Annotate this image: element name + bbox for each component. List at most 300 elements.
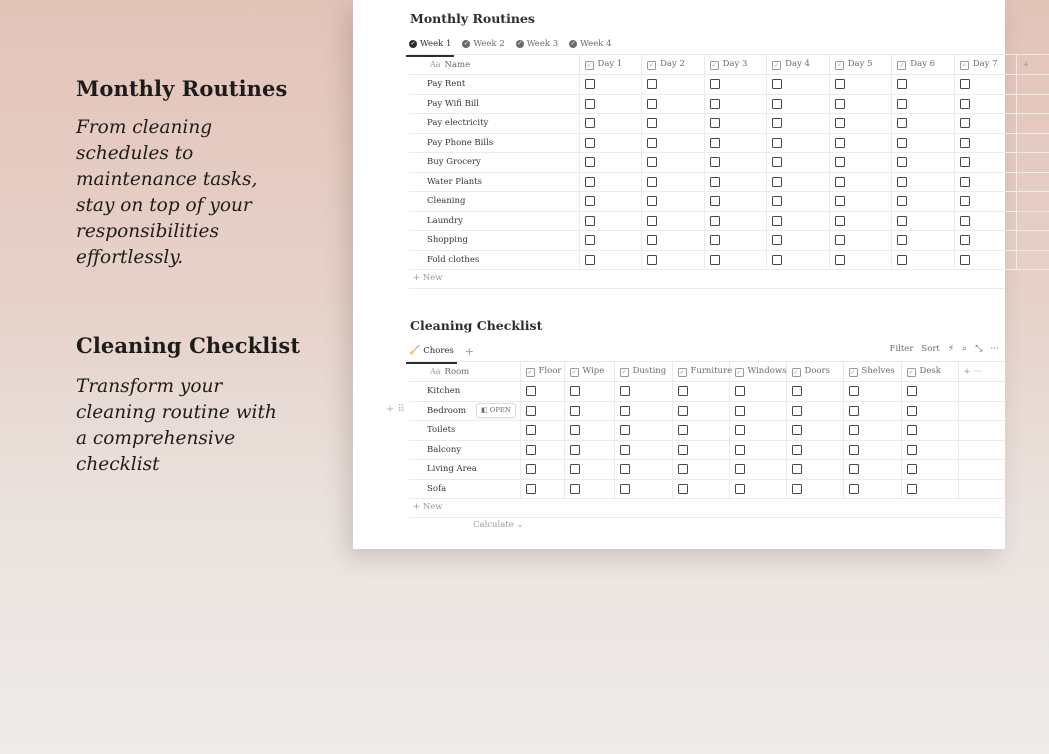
checkbox-cell: [901, 421, 958, 441]
plus-icon: +: [413, 502, 421, 512]
promo-body: From cleaning schedules to maintenance tasks, stay on top of your responsibilities effortlessly.: [76, 117, 258, 268]
checkbox-cell: [829, 75, 892, 95]
checkbox[interactable]: [772, 177, 782, 187]
checkbox[interactable]: [792, 425, 802, 435]
checkbox[interactable]: [647, 177, 657, 187]
checkbox[interactable]: [585, 99, 595, 109]
checkbox[interactable]: [849, 445, 859, 455]
checkbox-cell: [564, 479, 614, 499]
column-header-day-2[interactable]: [642, 55, 705, 75]
cleaning-new-row-button[interactable]: [413, 502, 443, 512]
checkbox-cell: [579, 211, 642, 231]
checkbox[interactable]: [907, 406, 917, 416]
checkbox-cell: [579, 231, 642, 251]
search-icon[interactable]: ⌕: [962, 344, 968, 354]
tab-week-1[interactable]: [409, 35, 451, 53]
checkbox-cell: [642, 250, 705, 270]
checkbox[interactable]: [570, 406, 580, 416]
empty-cell: [1017, 211, 1049, 231]
checkbox-cell: [729, 479, 786, 499]
promo-cleaning-checklist: [76, 333, 300, 478]
checkbox[interactable]: [585, 216, 595, 226]
tab-label: Week 3: [526, 39, 559, 49]
row-name-cell[interactable]: Shopping: [409, 231, 579, 251]
checkbox[interactable]: [960, 99, 970, 109]
routines-new-row-button[interactable]: [413, 273, 443, 283]
checkbox-cell: [672, 401, 729, 421]
checkbox-cell: [843, 382, 901, 402]
table-row: [409, 440, 1005, 460]
calculate-label: Calculate: [473, 520, 514, 530]
checkbox[interactable]: [907, 464, 917, 474]
checkbox-cell: [520, 401, 564, 421]
checkbox[interactable]: [585, 235, 595, 245]
checkbox[interactable]: [960, 157, 970, 167]
checkbox[interactable]: [897, 196, 907, 206]
tab-week-3[interactable]: [516, 35, 558, 53]
checkbox[interactable]: [647, 138, 657, 148]
checkbox-icon: ✓: [679, 369, 685, 376]
check-circle-icon: ✓: [410, 40, 416, 47]
table-row: [409, 192, 1049, 212]
row-name-cell[interactable]: Cleaning: [409, 192, 579, 212]
cleaning-title: Cleaning Checklist: [410, 318, 543, 333]
checkbox[interactable]: [526, 484, 536, 494]
checkbox[interactable]: [647, 216, 657, 226]
checkbox-cell: [843, 460, 901, 480]
column-header-day-6[interactable]: [892, 55, 955, 75]
notion-page-panel: [353, 0, 1030, 549]
checkbox[interactable]: [897, 216, 907, 226]
checkbox[interactable]: [570, 386, 580, 396]
checkbox[interactable]: [897, 79, 907, 89]
checkbox-cell: [892, 192, 955, 212]
checkbox[interactable]: [647, 118, 657, 128]
checkbox[interactable]: [960, 177, 970, 187]
empty-cell: [1017, 172, 1049, 192]
checkbox[interactable]: [960, 235, 970, 245]
checkbox-cell: [579, 192, 642, 212]
checkbox[interactable]: [849, 425, 859, 435]
column-header-label: Day 3: [722, 59, 748, 69]
checkbox-cell: [564, 460, 614, 480]
more-icon[interactable]: ···: [990, 344, 999, 354]
checkbox-cell: [829, 153, 892, 173]
checkbox-cell: [843, 479, 901, 499]
checkbox-cell: [614, 460, 672, 480]
empty-cell: [1017, 75, 1049, 95]
checkbox-cell: [954, 250, 1017, 270]
promo-title: Monthly Routines: [76, 76, 288, 101]
table-row: [409, 114, 1049, 134]
checkbox[interactable]: [678, 445, 688, 455]
checkbox[interactable]: [907, 445, 917, 455]
checkbox[interactable]: [835, 157, 845, 167]
row-name-cell[interactable]: Buy Grocery: [409, 153, 579, 173]
checkbox-cell: [614, 401, 672, 421]
checkbox-cell: [704, 133, 767, 153]
checkbox-cell: [672, 421, 729, 441]
checkbox[interactable]: [835, 255, 845, 265]
row-name-cell[interactable]: Water Plants: [409, 172, 579, 192]
checkbox[interactable]: [772, 118, 782, 128]
checkbox-icon: ✓: [586, 62, 592, 69]
add-view-button[interactable]: [465, 342, 474, 360]
checkbox-cell: [564, 382, 614, 402]
checkbox-cell: [642, 231, 705, 251]
checkbox[interactable]: [735, 386, 745, 396]
empty-cell: [1017, 231, 1049, 251]
checkbox[interactable]: [835, 216, 845, 226]
checkbox[interactable]: [792, 445, 802, 455]
checkbox[interactable]: [585, 196, 595, 206]
add-property-button[interactable]: [1017, 55, 1049, 75]
checkbox[interactable]: [897, 99, 907, 109]
lightning-icon[interactable]: ⚡: [947, 344, 955, 354]
checkbox[interactable]: [620, 445, 630, 455]
checkbox[interactable]: [570, 445, 580, 455]
checkbox-cell: [520, 460, 564, 480]
checkbox[interactable]: [897, 235, 907, 245]
checkbox[interactable]: [835, 99, 845, 109]
row-name-cell[interactable]: Pay electricity: [409, 114, 579, 134]
open-row-button[interactable]: [476, 403, 516, 418]
checkbox[interactable]: [897, 138, 907, 148]
checkbox[interactable]: [710, 196, 720, 206]
checkbox[interactable]: [678, 484, 688, 494]
checkbox[interactable]: [678, 386, 688, 396]
column-header-day-1[interactable]: [579, 55, 642, 75]
checkbox-cell: [672, 440, 729, 460]
checkbox[interactable]: [772, 138, 782, 148]
checkbox-cell: [642, 172, 705, 192]
checkbox[interactable]: [710, 138, 720, 148]
checkbox[interactable]: [960, 216, 970, 226]
checkbox[interactable]: [897, 118, 907, 128]
checkbox-icon: ✓: [774, 62, 780, 69]
checkbox-icon: ✓: [736, 369, 742, 376]
checkbox-cell: [767, 172, 830, 192]
checkbox[interactable]: [772, 99, 782, 109]
tab-week-2[interactable]: [462, 35, 504, 53]
checkbox-cell: [520, 479, 564, 499]
broom-icon: 🧹: [409, 346, 421, 356]
tab-chores[interactable]: [409, 342, 454, 360]
checkbox[interactable]: [792, 464, 802, 474]
empty-cell: [1017, 250, 1049, 270]
checkbox[interactable]: [735, 464, 745, 474]
checkbox[interactable]: [835, 177, 845, 187]
column-header-label: Day 2: [660, 59, 685, 69]
tab-week-4[interactable]: [569, 35, 611, 53]
promo-body: Transform your cleaning routine with a comprehensive checklist: [76, 376, 277, 475]
column-header-windows[interactable]: [729, 362, 786, 382]
drag-handle-icon[interactable]: ⠿: [397, 404, 408, 415]
row-name-cell[interactable]: Bedroom: [409, 401, 520, 421]
column-header-label: Floor: [538, 366, 562, 376]
open-panel-icon: ◧: [481, 406, 488, 414]
checkbox[interactable]: [647, 99, 657, 109]
checkbox[interactable]: [620, 425, 630, 435]
checkbox[interactable]: [960, 79, 970, 89]
checkbox-cell: [892, 94, 955, 114]
checkbox-cell: [729, 460, 786, 480]
checkbox[interactable]: [620, 386, 630, 396]
checkbox-cell: [786, 479, 843, 499]
row-name-cell[interactable]: Laundry: [409, 211, 579, 231]
row-name-cell[interactable]: Pay Phone Bills: [409, 133, 579, 153]
checkbox[interactable]: [620, 484, 630, 494]
checkbox[interactable]: [960, 118, 970, 128]
checkbox[interactable]: [849, 464, 859, 474]
column-header-day-5[interactable]: [829, 55, 892, 75]
row-drag-handle[interactable]: +⠿: [386, 404, 408, 415]
checkbox-cell: [579, 172, 642, 192]
checkbox[interactable]: [907, 484, 917, 494]
column-header-label: Day 5: [847, 59, 873, 69]
divider: [409, 288, 1005, 289]
checkbox[interactable]: [570, 425, 580, 435]
checkbox[interactable]: [710, 235, 720, 245]
checkbox[interactable]: [792, 406, 802, 416]
checkbox[interactable]: [835, 118, 845, 128]
plus-icon: +: [464, 344, 474, 358]
column-header-wipe[interactable]: [564, 362, 614, 382]
column-header-dusting[interactable]: [614, 362, 672, 382]
column-header-day-3[interactable]: [704, 55, 767, 75]
checkbox-cell: [954, 114, 1017, 134]
column-header-day-7[interactable]: [954, 55, 1017, 75]
checkbox-cell: [729, 440, 786, 460]
empty-cell: [1017, 94, 1049, 114]
checkbox-cell: [901, 479, 958, 499]
checkbox[interactable]: [526, 386, 536, 396]
checkbox-cell: [672, 479, 729, 499]
row-name-cell[interactable]: Kitchen: [409, 382, 520, 402]
column-header-day-4[interactable]: [767, 55, 830, 75]
checkbox[interactable]: [897, 255, 907, 265]
empty-cell: [1017, 114, 1049, 134]
empty-cell: [1017, 192, 1049, 212]
checkbox-cell: [642, 75, 705, 95]
checkbox[interactable]: [772, 235, 782, 245]
checkbox-cell: [954, 211, 1017, 231]
checkbox-icon: ✓: [836, 62, 842, 69]
empty-cell: [958, 479, 1005, 499]
checkbox[interactable]: [772, 157, 782, 167]
checkbox-icon: ✓: [649, 62, 655, 69]
checkbox[interactable]: [897, 157, 907, 167]
checkbox[interactable]: [835, 196, 845, 206]
checkbox-cell: [901, 460, 958, 480]
cleaning-table: [409, 361, 1005, 499]
row-name-cell[interactable]: Toilets: [409, 421, 520, 441]
checkbox-cell: [579, 94, 642, 114]
checkbox-cell: [786, 382, 843, 402]
plus-icon: + ···: [963, 366, 982, 377]
table-row: [409, 382, 1005, 402]
row-name-cell[interactable]: Pay Rent: [409, 75, 579, 95]
empty-cell: [1017, 133, 1049, 153]
checkbox-cell: [892, 211, 955, 231]
checkbox-icon: ✓: [527, 369, 533, 376]
checkbox[interactable]: [526, 445, 536, 455]
checkbox-cell: [767, 250, 830, 270]
checkbox[interactable]: [585, 138, 595, 148]
checkbox[interactable]: [835, 235, 845, 245]
checkbox[interactable]: [792, 386, 802, 396]
empty-cell: [958, 440, 1005, 460]
checkbox[interactable]: [897, 177, 907, 187]
checkbox[interactable]: [849, 386, 859, 396]
new-label: New: [422, 273, 443, 283]
expand-icon[interactable]: ⤡: [975, 344, 983, 354]
empty-cell: [958, 382, 1005, 402]
column-header-label: Name: [444, 59, 471, 70]
checkbox[interactable]: [526, 406, 536, 416]
checkbox-cell: [829, 172, 892, 192]
column-header-shelves[interactable]: [843, 362, 901, 382]
checkbox[interactable]: [710, 255, 720, 265]
checkbox-cell: [704, 172, 767, 192]
routines-tabs: [409, 35, 623, 53]
checkbox[interactable]: [678, 425, 688, 435]
row-name-cell[interactable]: Pay Wifi Bill: [409, 94, 579, 114]
checkbox-cell: [954, 94, 1017, 114]
checkbox[interactable]: [960, 255, 970, 265]
checkbox[interactable]: [647, 235, 657, 245]
checkbox[interactable]: [772, 79, 782, 89]
checkbox[interactable]: [849, 406, 859, 416]
checkbox[interactable]: [792, 484, 802, 494]
checkbox[interactable]: [710, 79, 720, 89]
promo-monthly-routines: [76, 76, 287, 271]
column-header-name[interactable]: [409, 55, 579, 75]
new-label: New: [422, 502, 443, 512]
checkbox[interactable]: [772, 196, 782, 206]
checkbox[interactable]: [735, 406, 745, 416]
checkbox-cell: [704, 192, 767, 212]
checkbox[interactable]: [710, 157, 720, 167]
checkbox-cell: [954, 231, 1017, 251]
checkbox-cell: [892, 75, 955, 95]
checkbox-cell: [579, 153, 642, 173]
routines-title: Monthly Routines: [410, 11, 535, 26]
checkbox-cell: [829, 94, 892, 114]
checkbox-cell: [704, 94, 767, 114]
checkbox[interactable]: [585, 255, 595, 265]
table-row: [409, 460, 1005, 480]
checkbox-cell: [901, 382, 958, 402]
column-header-floor[interactable]: [520, 362, 564, 382]
checkbox-cell: [892, 114, 955, 134]
checkbox[interactable]: [835, 138, 845, 148]
checkbox-icon: ✓: [961, 62, 967, 69]
checkbox-cell: [954, 192, 1017, 212]
checkbox-cell: [767, 114, 830, 134]
checkbox-icon: ✓: [793, 369, 799, 376]
checkbox[interactable]: [849, 484, 859, 494]
checkbox[interactable]: [772, 216, 782, 226]
checkbox[interactable]: [570, 484, 580, 494]
checkbox[interactable]: [570, 464, 580, 474]
row-name-cell[interactable]: Sofa: [409, 479, 520, 499]
checkbox-cell: [829, 250, 892, 270]
checkbox[interactable]: [585, 157, 595, 167]
row-name-cell[interactable]: Fold clothes: [409, 250, 579, 270]
checkbox[interactable]: [907, 386, 917, 396]
checkbox[interactable]: [585, 118, 595, 128]
column-header-furniture[interactable]: [672, 362, 733, 382]
checkbox[interactable]: [710, 99, 720, 109]
checkbox[interactable]: [647, 157, 657, 167]
empty-cell: [958, 401, 1005, 421]
row-name-cell[interactable]: Balcony: [409, 440, 520, 460]
column-header-label: Room: [444, 366, 470, 377]
check-circle-icon: ✓: [517, 40, 523, 47]
sort-button[interactable]: Sort: [921, 344, 940, 354]
checkbox[interactable]: [526, 425, 536, 435]
checkbox[interactable]: [585, 177, 595, 187]
checkbox-cell: [672, 460, 729, 480]
column-header-name[interactable]: [409, 362, 520, 382]
checkbox[interactable]: [678, 464, 688, 474]
checkbox-cell: [729, 382, 786, 402]
checkbox[interactable]: [735, 425, 745, 435]
checkbox[interactable]: [710, 118, 720, 128]
checkbox[interactable]: [960, 196, 970, 206]
promo-title: Cleaning Checklist: [76, 333, 301, 358]
checkbox[interactable]: [772, 255, 782, 265]
checkbox[interactable]: [710, 177, 720, 187]
checkbox[interactable]: [585, 79, 595, 89]
checkbox[interactable]: [835, 79, 845, 89]
column-header-doors[interactable]: [786, 362, 843, 382]
calculate-button[interactable]: Calculate ⌄: [473, 520, 524, 530]
row-name-cell[interactable]: Living Area: [409, 460, 520, 480]
checkbox-cell: [642, 153, 705, 173]
checkbox-cell: [954, 133, 1017, 153]
checkbox[interactable]: [647, 196, 657, 206]
checkbox-cell: [642, 114, 705, 134]
checkbox[interactable]: [647, 255, 657, 265]
checkbox-cell: [892, 172, 955, 192]
column-header-label: Shelves: [861, 366, 895, 376]
checkbox-cell: [579, 250, 642, 270]
checkbox[interactable]: [647, 79, 657, 89]
checkbox[interactable]: [735, 484, 745, 494]
checkbox[interactable]: [960, 138, 970, 148]
checkbox[interactable]: [526, 464, 536, 474]
checkbox[interactable]: [735, 445, 745, 455]
plus-icon: +: [413, 273, 421, 283]
cleaning-tabs: [409, 342, 485, 360]
checkbox[interactable]: [620, 406, 630, 416]
checkbox[interactable]: [907, 425, 917, 435]
table-row: [409, 250, 1049, 270]
column-header-label: Day 6: [910, 59, 936, 69]
add-property-button[interactable]: [958, 362, 1005, 382]
filter-button[interactable]: Filter: [889, 344, 914, 354]
checkbox[interactable]: [710, 216, 720, 226]
checkbox[interactable]: [620, 464, 630, 474]
column-header-desk[interactable]: [901, 362, 958, 382]
checkbox[interactable]: [678, 406, 688, 416]
checkbox-cell: [704, 231, 767, 251]
checkbox-cell: [843, 440, 901, 460]
column-header-label: Desk: [919, 366, 941, 376]
checkbox-cell: [767, 94, 830, 114]
